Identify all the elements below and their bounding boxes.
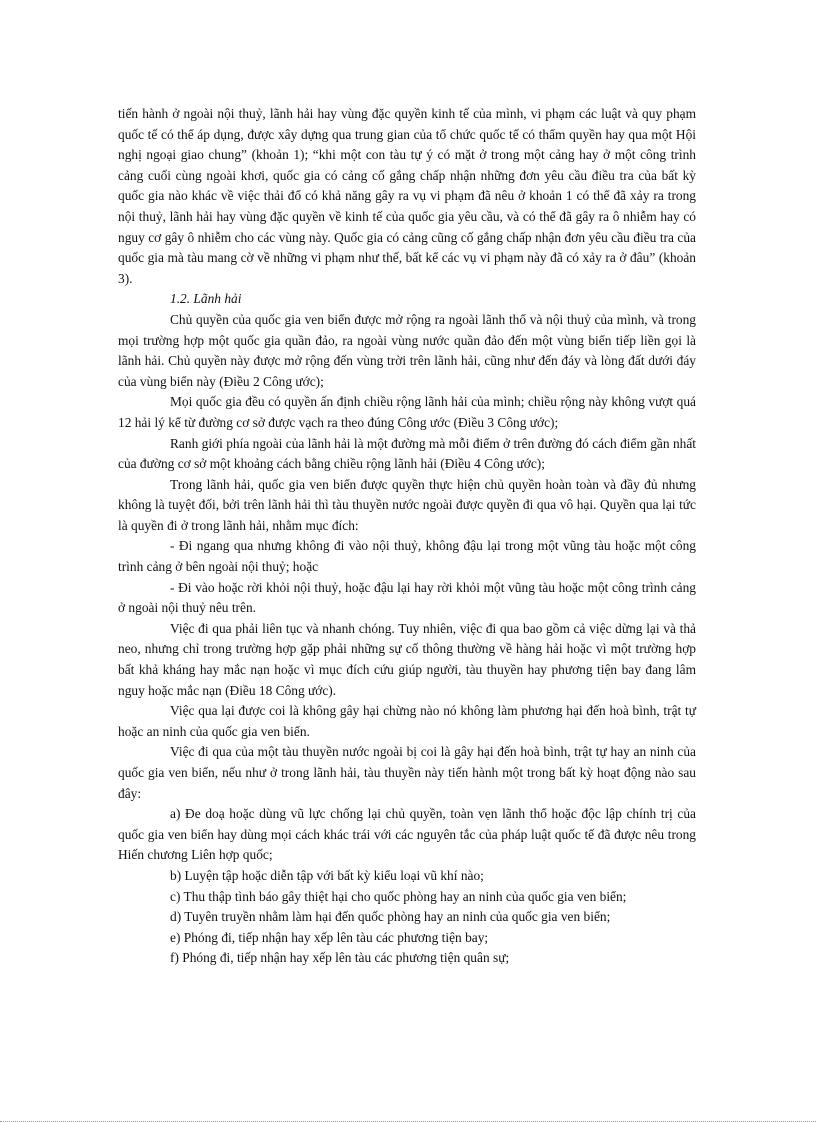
document-page — [118, 104, 696, 969]
paragraph-prejudicial-passage: Việc đi qua của một tàu thuyền nước ngoài bị coi là gây hại đến hoà bình, trật tự hay an ninh của quốc gia ven biển, nếu như ở trong lãnh hải, tàu thuyền này tiến hành một trong bất kỳ hoạt động nào sau đây: — [118, 744, 696, 801]
paragraph-innocent-definition: Việc qua lại được coi là không gây hại chừng nào nó không làm phương hại đến hoà bình, trật tự hoặc an ninh của quốc gia ven biển. — [118, 703, 696, 739]
list-item-passage-1: - Đi ngang qua nhưng không đi vào nội thuỷ, không đậu lại trong một vũng tàu hoặc một công trình cảng ở bên ngoài nội thuỷ; hoặc — [118, 538, 696, 575]
list-item-passage-2: - Đi vào hoặc rời khỏi nội thuỷ, hoặc đậu lại hay rời khỏi một vũng tàu hoặc một công trình cảng ở ngoài nội thuỷ nêu trên. — [118, 579, 696, 616]
list-item-f: f) Phóng đi, tiếp nhận hay xếp lên tàu các phương tiện quân sự; — [170, 950, 510, 966]
list-item-e: e) Phóng đi, tiếp nhận hay xếp lên tàu các phương tiện bay; — [170, 929, 489, 945]
paragraph-outer-limit: Ranh giới phía ngoài của lãnh hải là một đường mà mỗi điểm ở trên đường đó cách điểm gần nhất của đường cơ sở một khoảng cách bằng chiều rộng lãnh hải (Điều 4 Công ước); — [118, 435, 696, 472]
list-item-a: a) Đe doạ hoặc dùng vũ lực chống lại chủ quyền, toàn vẹn lãnh thổ hoặc độc lập chính trị của quốc gia ven biển hay dùng mọi cách khác trái với các nguyên tắc của pháp luật quốc tế đã được nêu trong Hiến chương Liên hợp quốc; — [118, 806, 696, 863]
list-item-d: d) Tuyên truyền nhằm làm hại đến quốc phòng hay an ninh của quốc gia ven biển; — [170, 909, 611, 925]
page-bottom-divider — [0, 1121, 816, 1122]
section-heading-lanh-hai: 1.2. Lãnh hải — [170, 291, 242, 307]
paragraph-innocent-passage: Trong lãnh hải, quốc gia ven biển được quyền thực hiện chủ quyền hoàn toàn và đầy đủ nhưng không là tuyệt đối, bởi trên lãnh hải thì tàu thuyền nước ngoài được quyền đi qua vô hại. Quyền qua lại tức là quyền đi ở trong lãnh hải, nhằm mục đích: — [118, 476, 696, 533]
paragraph-continuous-passage: Việc đi qua phải liên tục và nhanh chóng. Tuy nhiên, việc đi qua bao gồm cả việc dừng lại và thả neo, nhưng chỉ trong trường hợp gặp phải những sự cố thông thường về hàng hải hoặc vì một trường hợp bất khả kháng hay mắc nạn hoặc vì mục đích cứu giúp người, tàu thuyền hay phương tiện bay đang lâm nguy hoặc mắc nạn (Điều 18 Công ước). — [118, 620, 696, 698]
paragraph-continuation: tiến hành ở ngoài nội thuỷ, lãnh hải hay vùng đặc quyền kinh tế của mình, vi phạm các luật và quy phạm quốc tế có thể áp dụng, được xây dựng qua trung gian của tổ chức quốc tế có thẩm quyền hay qua một Hội nghị ngoại giao chung” (khoản 1); “khi một con tàu tự ý có mặt ở trong một cảng hay ở một công trình cảng cuối cùng ngoài khơi, quốc gia có cảng cố gắng chấp nhận những đơn yêu cầu điều tra của bất kỳ quốc gia nào khác về việc thải đổ có khả năng gây ra vụ vi phạm đã nêu ở khoản 1 có thể đã xảy ra trong nội thuỷ, lãnh hải hay vùng đặc quyền về kinh tế của quốc gia yêu cầu, và có thể đã gây ra ô nhiễm hay có nguy cơ gây ô nhiễm cho các vùng này. Quốc gia có cảng cũng cố gắng chấp nhận đơn yêu cầu điều tra của quốc gia mà tàu mang cờ về những vi phạm như thế, bất kể các vụ vi phạm này đã có xảy ra ở đâu” (khoản 3). — [118, 106, 696, 286]
paragraph-sovereignty: Chủ quyền của quốc gia ven biển được mở rộng ra ngoài lãnh thổ và nội thuỷ của mình, và trong mọi trường hợp một quốc gia quần đảo, ra ngoài vùng nước quần đảo đến một vùng biển tiếp liền gọi là lãnh hải. Chủ quyền này được mở rộng đến vùng trời trên lãnh hải, cũng như đến đáy và lòng đất dưới đáy của vùng biển này (Điều 2 Công ước); — [118, 311, 696, 389]
paragraph-territorial-width: Mọi quốc gia đều có quyền ấn định chiều rộng lãnh hải của mình; chiều rộng này không vượt quá 12 hải lý kể từ đường cơ sở được vạch ra theo đúng Công ước (Điều 3 Công ước); — [118, 394, 696, 430]
list-item-c: c) Thu thập tình báo gây thiệt hại cho quốc phòng hay an ninh của quốc gia ven biển; — [170, 888, 627, 904]
list-item-b: b) Luyện tập hoặc diễn tập với bất kỳ kiểu loại vũ khí nào; — [170, 867, 484, 883]
